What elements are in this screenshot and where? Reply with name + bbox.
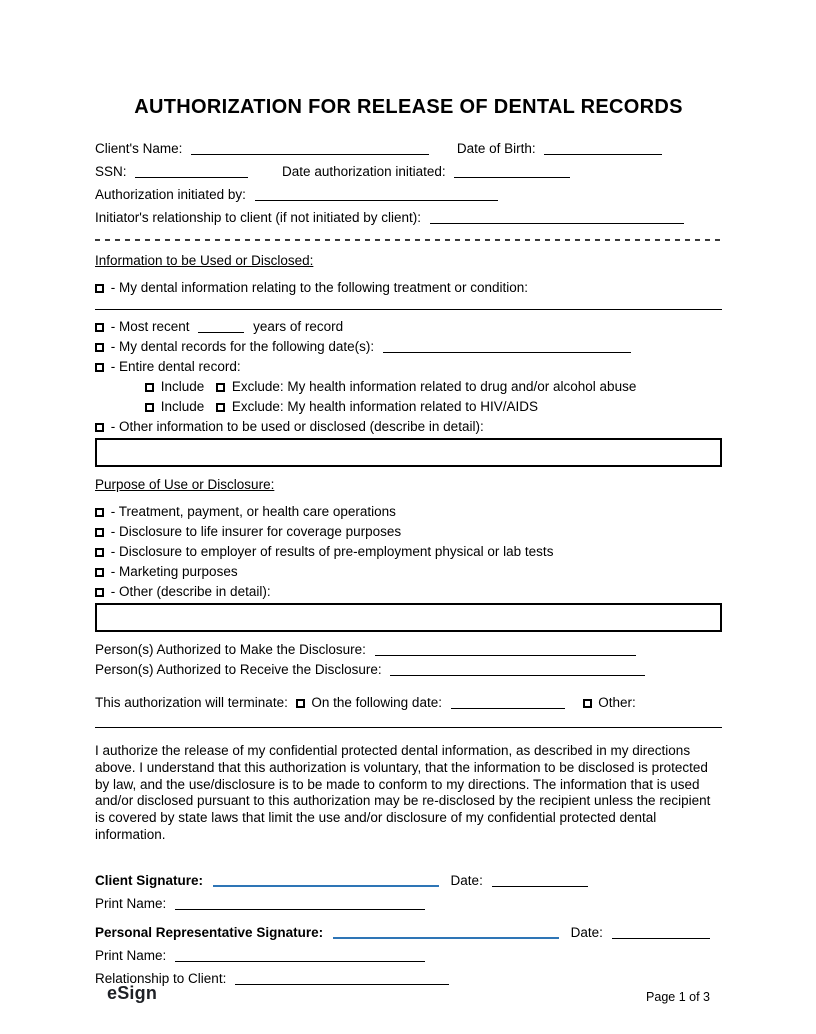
checkbox-purpose-marketing[interactable]	[95, 568, 104, 577]
info-other-detail-box[interactable]	[95, 438, 722, 467]
terminate-other-label: Other:	[598, 695, 636, 710]
receive-disclosure-row	[95, 661, 722, 678]
most-recent-years-blank[interactable]	[198, 320, 244, 333]
purpose-treatment-label: - Treatment, payment, or health care operations	[110, 504, 396, 519]
exclude-drug-alcohol-label: Exclude: My health information related to drug and/or alcohol abuse	[231, 379, 637, 394]
client-signature-line[interactable]	[213, 874, 439, 887]
client-print-name-row	[95, 895, 722, 912]
checkbox-purpose-life-insurer[interactable]	[95, 528, 104, 537]
purpose-section-heading: Purpose of Use or Disclosure:	[95, 477, 275, 492]
checkbox-terminate-other[interactable]	[583, 699, 592, 708]
make-disclosure-row	[95, 641, 722, 658]
info-treatment-condition-row	[95, 279, 722, 296]
checkbox-exclude-drug-alcohol[interactable]	[216, 383, 225, 392]
records-dates-blank[interactable]	[383, 340, 631, 353]
info-other-label: - Other information to be used or disclosed (describe in detail):	[110, 419, 484, 434]
make-disclosure-label: Person(s) Authorized to Make the Disclosure:	[95, 642, 366, 657]
receive-disclosure-blank[interactable]	[390, 663, 645, 676]
purpose-life-insurer-label: - Disclosure to life insurer for coverage purposes	[110, 524, 402, 539]
authorization-statement: I authorize the release of my confidential protected dental information, as described in my directions above. I understand that this authorization is voluntary, that the information to be disclosed is protected by law, and the use/disclosure is to be made to conform to my directions. The information that is used and/or disclosed pursuant to this authorization may be re-disclosed by the recipient unless the recipient is covered by state laws that limit the use and/or disclosure of my confidential protected dental information.	[95, 743, 711, 842]
ssn-label: SSN:	[95, 164, 127, 179]
checkbox-include-drug-alcohol[interactable]	[145, 383, 154, 392]
most-recent-label-post: years of record	[253, 319, 344, 334]
rep-print-name-row	[95, 947, 722, 964]
client-signature-label: Client Signature:	[95, 872, 204, 888]
client-signature-row	[95, 872, 722, 889]
date-initiated-label: Date authorization initiated:	[282, 164, 446, 179]
ssn-row	[95, 163, 722, 180]
client-signature-date-label: Date:	[450, 872, 483, 888]
purpose-treatment-row	[95, 503, 722, 520]
relationship-label: Relationship to Client:	[95, 970, 227, 986]
rep-signature-row	[95, 924, 722, 941]
initiator-relationship-blank[interactable]	[430, 211, 684, 224]
terminate-on-date-label: On the following date:	[311, 695, 442, 710]
checkbox-info-other[interactable]	[95, 423, 104, 432]
include-drug-alcohol-label: Include	[160, 379, 205, 394]
purpose-employer-label: - Disclosure to employer of results of pre-employment physical or lab tests	[110, 544, 554, 559]
most-recent-label-pre: - Most recent	[110, 319, 190, 334]
client-signature-date-blank[interactable]	[492, 874, 588, 887]
client-print-name-label: Print Name:	[95, 895, 167, 911]
receive-disclosure-label: Person(s) Authorized to Receive the Disclosure:	[95, 662, 382, 677]
checkbox-most-recent[interactable]	[95, 323, 104, 332]
initiator-relationship-label: Initiator's relationship to client (if not initiated by client):	[95, 210, 421, 225]
termination-label: This authorization will terminate:	[95, 695, 288, 710]
rep-print-name-blank[interactable]	[175, 949, 425, 962]
checkbox-purpose-employer[interactable]	[95, 548, 104, 557]
info-other-row	[95, 418, 722, 435]
drug-alcohol-include-exclude-row	[145, 378, 722, 395]
dob-blank[interactable]	[544, 142, 662, 155]
checkbox-include-hiv[interactable]	[145, 403, 154, 412]
purpose-marketing-label: - Marketing purposes	[110, 564, 238, 579]
client-name-label: Client's Name:	[95, 141, 183, 156]
page-title: AUTHORIZATION FOR RELEASE OF DENTAL RECORDS	[134, 96, 683, 118]
rep-signature-date-blank[interactable]	[612, 926, 710, 939]
initiator-relationship-row	[95, 209, 722, 226]
treatment-condition-label: - My dental information relating to the following treatment or condition:	[110, 280, 528, 295]
rep-signature-line[interactable]	[333, 926, 559, 939]
checkbox-purpose-other[interactable]	[95, 588, 104, 597]
client-name-blank[interactable]	[191, 142, 429, 155]
include-hiv-label: Include	[160, 399, 205, 414]
page-footer	[95, 983, 710, 1004]
purpose-other-row	[95, 583, 722, 600]
checkbox-treatment-condition[interactable]	[95, 284, 104, 293]
ssn-blank[interactable]	[135, 165, 248, 178]
purpose-other-label: - Other (describe in detail):	[110, 584, 271, 599]
rep-print-name-label: Print Name:	[95, 947, 167, 963]
info-most-recent-row	[95, 318, 722, 335]
initiated-by-blank[interactable]	[255, 188, 498, 201]
client-name-row	[95, 140, 722, 157]
dob-label: Date of Birth:	[456, 141, 536, 156]
page-indicator: Page 1 of 3	[646, 990, 710, 1004]
date-initiated-blank[interactable]	[454, 165, 570, 178]
treatment-condition-blank-line[interactable]	[95, 299, 722, 310]
info-records-dates-row	[95, 338, 722, 355]
checkbox-entire-record[interactable]	[95, 363, 104, 372]
exclude-hiv-label: Exclude: My health information related to HIV/AIDS	[231, 399, 538, 414]
purpose-marketing-row	[95, 563, 722, 580]
checkbox-exclude-hiv[interactable]	[216, 403, 225, 412]
client-print-name-blank[interactable]	[175, 897, 425, 910]
purpose-life-insurer-row	[95, 523, 722, 540]
records-dates-label: - My dental records for the following date(s):	[110, 339, 375, 354]
initiated-by-label: Authorization initiated by:	[95, 187, 246, 202]
make-disclosure-blank[interactable]	[375, 643, 636, 656]
checkbox-purpose-treatment[interactable]	[95, 508, 104, 517]
termination-row	[95, 694, 722, 711]
rep-signature-label: Personal Representative Signature:	[95, 924, 324, 940]
dashed-divider	[95, 239, 722, 241]
checkbox-records-dates[interactable]	[95, 343, 104, 352]
termination-other-blank-line[interactable]	[95, 717, 722, 728]
rep-signature-date-label: Date:	[570, 924, 603, 940]
purpose-other-detail-box[interactable]	[95, 603, 722, 632]
info-entire-record-row	[95, 358, 722, 375]
purpose-employer-row	[95, 543, 722, 560]
esign-logo: eSign	[107, 983, 158, 1003]
info-section-heading: Information to be Used or Disclosed:	[95, 253, 314, 268]
hiv-include-exclude-row	[145, 398, 722, 415]
initiated-by-row	[95, 186, 722, 203]
checkbox-terminate-on-date[interactable]	[296, 699, 305, 708]
terminate-date-blank[interactable]	[451, 696, 565, 709]
entire-record-label: - Entire dental record:	[110, 359, 241, 374]
